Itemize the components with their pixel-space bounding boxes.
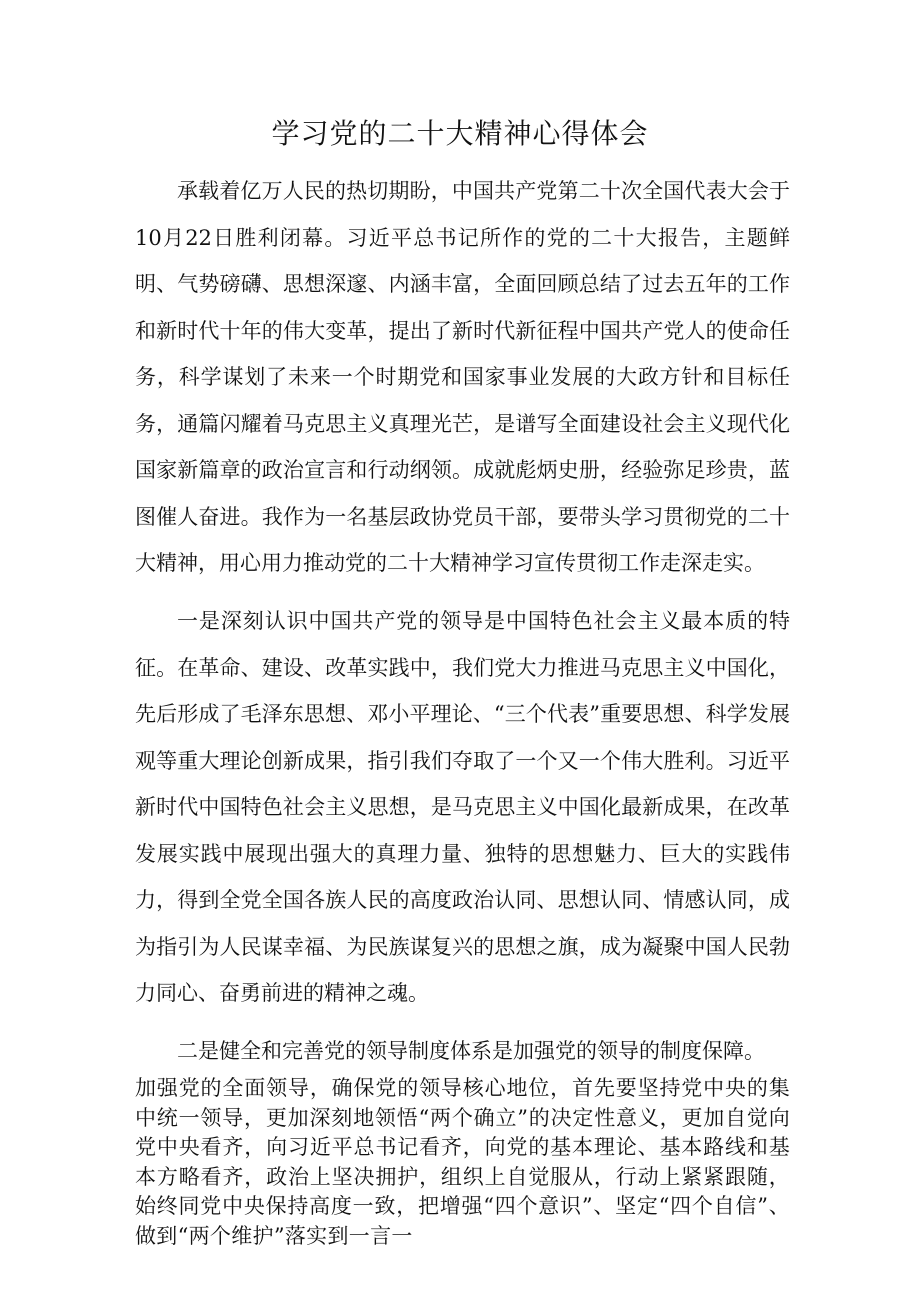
document-title: 学习党的二十大精神心得体会 (271, 117, 649, 150)
paragraph-point-two-body: 加强党的全面领导，确保党的领导核心地位，首先要坚持党中央的集中统一领导，更加深刻地领悟“两个确立”的决定性意义，更加自觉向党中央看齐，向习近平总书记看齐，向党的基本理论、基本路线和基本方略看齐，政治上坚决拥护，组织上自觉服从，行动上紧紧跟随，始终同党中央保持高度一致，把增强“四个意识”、坚定“四个自信”、做到“两个维护”落实到一言一 (135, 1076, 790, 1248)
paragraph-point-two-heading: 二是健全和完善党的领导制度体系是加强党的领导的制度保障。 (177, 1039, 765, 1063)
paragraph-intro: 承载着亿万人民的热切期盼，中国共产党第二十次全国代表大会于10月22日胜利闭幕。习近平总书记所作的党的二十大报告，主题鲜明、气势磅礴、思想深邃、内涵丰富，全面回顾总结了过去五年的工作和新时代十年的伟大变革，提出了新时代新征程中国共产党人的使命任务，科学谋划了未来一个时期党和国家事业发展的大政方针和目标任务，通篇闪耀着马克思主义真理光芒，是谱写全面建设社会主义现代化国家新篇章的政治宣言和行动纲领。成就彪炳史册，经验弥足珍贵，蓝图催人奋进。我作为一名基层政协党员干部，要带头学习贯彻党的二十大精神，用心用力推动党的二十大精神学习宣传贯彻工作走深走实。 (135, 179, 790, 575)
paragraph-point-one: 一是深刻认识中国共产党的领导是中国特色社会主义最本质的特征。在革命、建设、改革实践中，我们党大力推进马克思主义中国化，先后形成了毛泽东思想、邓小平理论、“三个代表”重要思想、科学发展观等重大理论创新成果，指引我们夺取了一个又一个伟大胜利。习近平新时代中国特色社会主义思想，是马克思主义中国化最新成果，在改革发展实践中展现出强大的真理力量、独特的思想魅力、巨大的实践伟力，得到全党全国各族人民的高度政治认同、思想认同、情感认同，成为指引为人民谋幸福、为民族谋复兴的思想之旗，成为凝聚中国人民勃力同心、奋勇前进的精神之魂。 (135, 609, 790, 1005)
